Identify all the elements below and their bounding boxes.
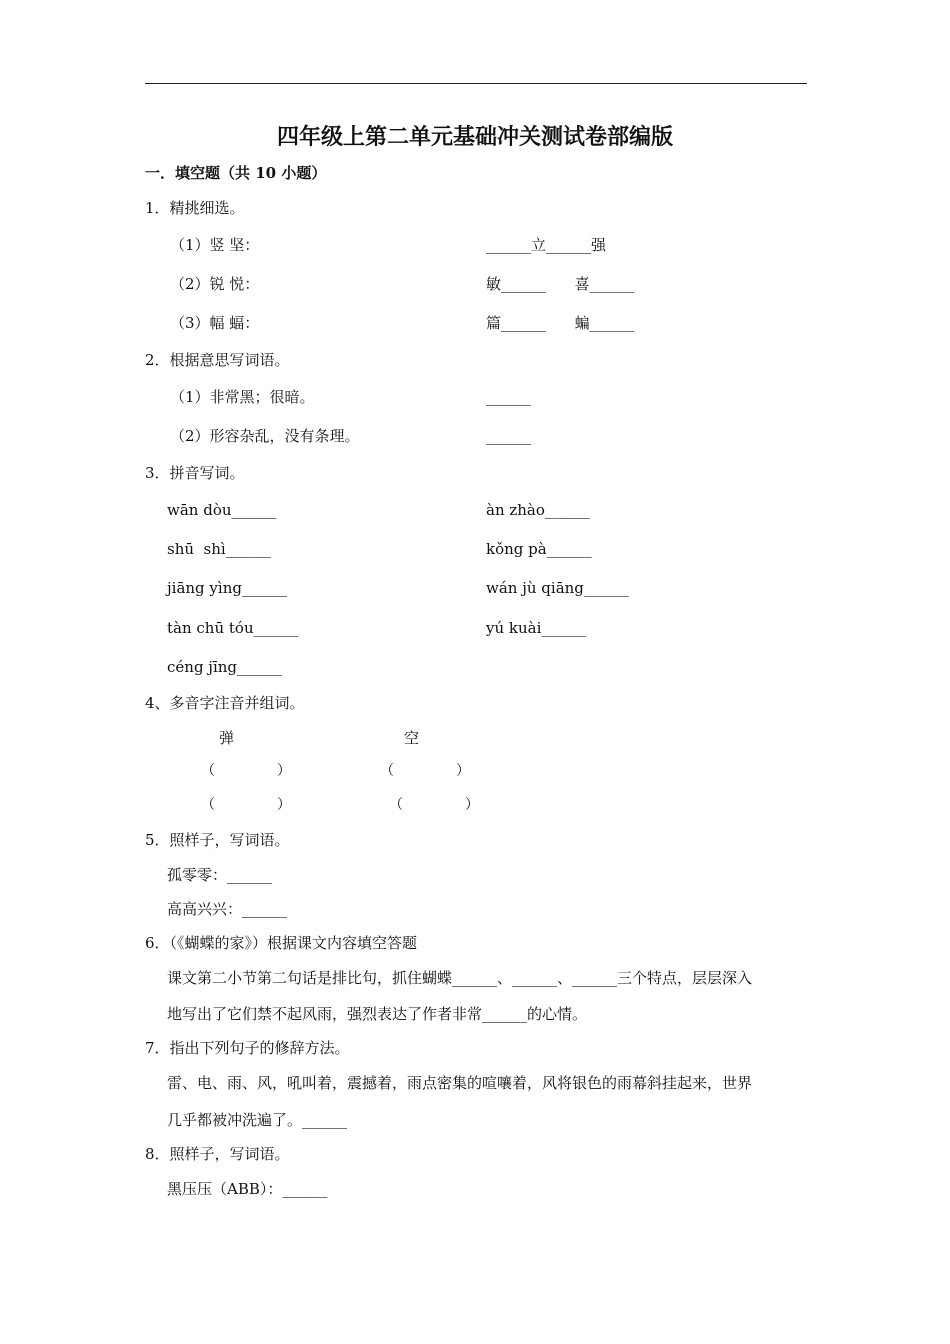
polyphone-char-1: 弹 bbox=[219, 729, 235, 747]
pinyin-item[interactable]: tàn chū tóu______ bbox=[167, 619, 299, 637]
q5-line-1[interactable]: 孤零零：______ bbox=[167, 866, 273, 884]
question-4-stem: 4、多音字注音并组词。 bbox=[145, 694, 305, 712]
polyphone-char-2: 空 bbox=[404, 729, 420, 747]
q2-row-2-answer[interactable]: ______ bbox=[486, 427, 531, 445]
section-heading: 一．填空题（共 10 小题） bbox=[145, 164, 327, 182]
paren-close: ） bbox=[456, 763, 470, 779]
paren-open: （ bbox=[389, 797, 403, 813]
question-6-stem: 6．（《蝴蝶的家》）根据课文内容填空答题 bbox=[145, 934, 418, 952]
q2-row-2-label: （2）形容杂乱，没有条理。 bbox=[170, 427, 360, 445]
q2-row-1-label: （1）非常黑；很暗。 bbox=[170, 388, 315, 406]
q2-row-1-answer[interactable]: ______ bbox=[486, 388, 531, 406]
q1-row-2-answer[interactable]: 敏______ 喜______ bbox=[486, 275, 635, 293]
paren-open: （ bbox=[201, 763, 215, 779]
question-1-stem: 1．精挑细选。 bbox=[145, 199, 245, 217]
q7-line-2[interactable]: 几乎都被冲洗遍了。______ bbox=[167, 1111, 348, 1129]
pinyin-item[interactable]: wán jù qiāng______ bbox=[486, 579, 629, 597]
pinyin-item[interactable]: céng jīng______ bbox=[167, 658, 283, 676]
q1-row-1-label: （1）竖 坚： bbox=[170, 236, 260, 254]
pinyin-item[interactable]: shū shì______ bbox=[167, 540, 271, 558]
question-3-stem: 3．拼音写词。 bbox=[145, 464, 245, 482]
q1-row-3-label: （3）幅 蝠： bbox=[170, 314, 260, 332]
question-7-stem: 7．指出下列句子的修辞方法。 bbox=[145, 1039, 350, 1057]
question-8-stem: 8．照样子，写词语。 bbox=[145, 1145, 290, 1163]
q5-line-2[interactable]: 高高兴兴：______ bbox=[167, 900, 288, 918]
q1-row-1-answer[interactable]: ______立______强 bbox=[486, 236, 607, 254]
question-5-stem: 5．照样子，写词语。 bbox=[145, 831, 290, 849]
header-rule bbox=[145, 83, 807, 84]
paren-close: ） bbox=[465, 797, 479, 813]
q1-row-2-label: （2）锐 悦： bbox=[170, 275, 260, 293]
pinyin-item[interactable]: wān dòu______ bbox=[167, 501, 277, 519]
question-2-stem: 2．根据意思写词语。 bbox=[145, 351, 290, 369]
q1-row-3-answer[interactable]: 篇______ 蝙______ bbox=[486, 314, 635, 332]
paren-close: ） bbox=[277, 763, 291, 779]
pinyin-item[interactable]: kǒng pà______ bbox=[486, 540, 592, 558]
q6-line-1[interactable]: 课文第二小节第二句话是排比句，抓住蝴蝶______、______、______三个特点，层层深入 bbox=[167, 969, 753, 987]
paren-open: （ bbox=[380, 763, 394, 779]
pinyin-item[interactable]: yú kuài______ bbox=[486, 619, 587, 637]
pinyin-item[interactable]: àn zhào______ bbox=[486, 501, 590, 519]
page-title: 四年级上第二单元基础冲关测试卷部编版 bbox=[276, 124, 673, 150]
paren-close: ） bbox=[277, 797, 291, 813]
paren-open: （ bbox=[201, 797, 215, 813]
pinyin-item[interactable]: jiāng yìng______ bbox=[167, 579, 287, 597]
q7-line-1: 雷、电、雨、风，吼叫着，震撼着，雨点密集的喧嚷着，风将银色的雨幕斜挂起来，世界 bbox=[167, 1074, 753, 1092]
q6-line-2[interactable]: 地写出了它们禁不起风雨，强烈表达了作者非常______的心情。 bbox=[167, 1005, 588, 1023]
q8-line-1[interactable]: 黑压压（ABB）：______ bbox=[167, 1180, 328, 1198]
